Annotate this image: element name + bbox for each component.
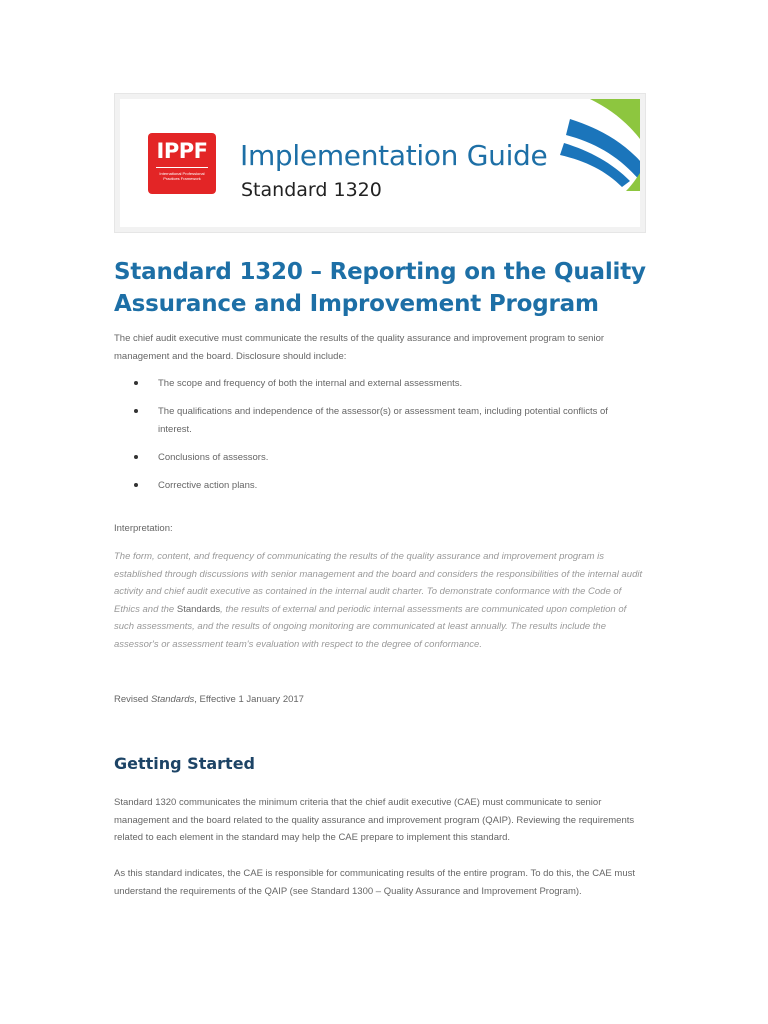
- getting-started-heading: Getting Started: [114, 754, 255, 773]
- swoosh-graphic-icon: [560, 99, 640, 191]
- list-item: Corrective action plans.: [114, 477, 644, 495]
- ippf-logo-subtitle: International Professional Practices Framework: [159, 171, 205, 181]
- revised-prefix: Revised: [114, 694, 151, 705]
- revised-line: [114, 691, 644, 709]
- ippf-logo: [148, 133, 216, 194]
- banner-title: Implementation Guide: [240, 139, 548, 172]
- interpretation-text-part1: The form, content, and frequency of communicating the results of the quality assurance and improvement program is established through discussions with senior management and the board and considers the responsibilities of the internal audit activity and chief audit executive as contained in the internal audit charter. To demonstrate conformance with the Code of Ethics and the: [114, 551, 643, 615]
- disclosure-list: [114, 375, 644, 505]
- interpretation-paragraph: [114, 548, 644, 653]
- interpretation-standards-word: Standards: [176, 603, 221, 615]
- banner-inner: [120, 99, 640, 227]
- list-item: The qualifications and independence of the assessor(s) or assessment team, including potential conflicts of interest.: [114, 403, 644, 438]
- ippf-logo-divider: [156, 167, 208, 168]
- interpretation-label: Interpretation:: [114, 523, 173, 534]
- interpretation-text-part2: , the results of external and periodic internal assessments are communicated upon completion of such assessments, and the results of ongoing monitoring are communicated at least annually. The results include the assessor's or assessment team's evaluation with respect to the degree of conformance.: [114, 603, 627, 650]
- intro-paragraph: The chief audit executive must communicate the results of the quality assurance and improvement program to senior management and the board. Disclosure should include:: [114, 333, 605, 362]
- list-item: The scope and frequency of both the internal and external assessments.: [114, 375, 644, 393]
- ippf-logo-text: IPPF: [156, 139, 208, 163]
- implementation-guide-banner: [114, 93, 646, 233]
- getting-started-paragraph-1: Standard 1320 communicates the minimum criteria that the chief audit executive (CAE) must communicate to senior management and the board related to the quality assurance and improvement program (QAIP). Reviewing the requirements related to each element in the standard may help the CAE prepare to implement this standard.: [114, 797, 635, 843]
- revised-suffix: , Effective 1 January 2017: [194, 694, 304, 705]
- banner-subtitle: Standard 1320: [241, 179, 382, 201]
- page-title: Standard 1320 – Reporting on the Quality Assurance and Improvement Program: [114, 259, 646, 317]
- getting-started-paragraph-2: As this standard indicates, the CAE is responsible for communicating results of the entire program. To do this, the CAE must understand the requirements of the QAIP (see Standard 1300 – Quality Assurance and Improvement Program).: [114, 868, 635, 897]
- list-item: Conclusions of assessors.: [114, 449, 644, 467]
- revised-standards-word: Standards: [150, 694, 195, 705]
